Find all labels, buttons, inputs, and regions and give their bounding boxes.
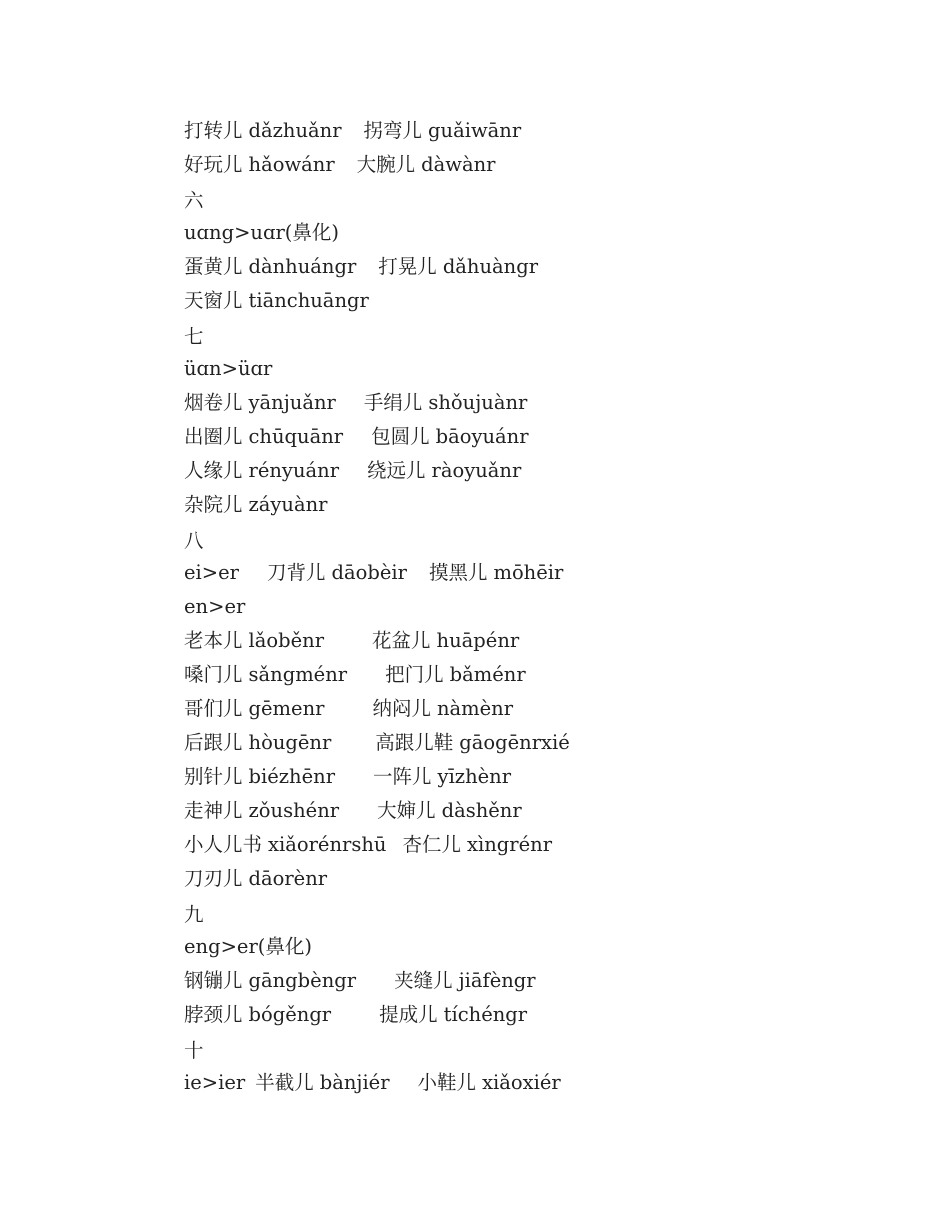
word-hanzi: 打晃儿	[378, 255, 437, 278]
word-hanzi: 手绢儿	[363, 391, 423, 414]
word-hanzi: 提成儿	[379, 1003, 438, 1026]
word-hanzi: 摸黑儿	[428, 561, 488, 584]
word-pinyin: dǎzhuǎnr	[248, 119, 342, 142]
word-line	[184, 964, 904, 998]
word-pinyin: yānjuǎnr	[248, 391, 336, 414]
word-line	[184, 250, 904, 284]
word-entry-a	[184, 454, 339, 488]
word-line	[184, 454, 904, 488]
word-pinyin: hǎowánr	[248, 153, 335, 176]
word-pinyin: bógěngr	[248, 1003, 332, 1026]
word-hanzi: 后跟儿	[184, 731, 243, 754]
word-hanzi: 嗓门儿	[184, 663, 243, 686]
word-line	[184, 624, 904, 658]
rule-line-with-entries	[184, 556, 904, 590]
rule-line-with-entries	[184, 1066, 904, 1100]
word-hanzi: 包圆儿	[371, 425, 430, 448]
word-pinyin: jiāfèngr	[458, 969, 536, 992]
word-pinyin: gēmenr	[248, 697, 325, 720]
word-hanzi: 好玩儿	[184, 153, 243, 176]
word-pinyin: tíchéngr	[443, 1003, 528, 1026]
word-hanzi: 打转儿	[184, 119, 243, 142]
word-hanzi: 钢镚儿	[184, 969, 243, 992]
word-line	[184, 828, 904, 862]
word-pinyin: bāoyuánr	[435, 425, 529, 448]
section-heading	[184, 321, 904, 352]
word-hanzi: 高跟儿鞋	[375, 731, 454, 754]
word-hanzi: 杂院儿	[184, 493, 243, 516]
word-entry-a	[184, 148, 335, 182]
word-pinyin: gāogēnrxié	[459, 731, 570, 754]
rule-line	[184, 930, 904, 964]
word-pinyin: dāobèir	[331, 561, 407, 584]
word-hanzi: 把门儿	[385, 663, 444, 686]
word-entry-a	[184, 624, 324, 658]
word-line	[184, 488, 904, 522]
word-pinyin: záyuànr	[248, 493, 328, 516]
word-entry-b	[364, 386, 528, 420]
word-hanzi: 绕远儿	[367, 459, 426, 482]
word-entry-b	[377, 794, 522, 828]
word-entry-b	[357, 148, 496, 182]
word-entry-b	[364, 114, 522, 148]
word-entry-a	[184, 828, 386, 862]
word-entry-a	[184, 862, 327, 896]
word-hanzi: 哥们儿	[184, 697, 243, 720]
word-pinyin: yīzhènr	[437, 765, 512, 788]
word-entry-a	[184, 760, 335, 794]
word-entry-b	[379, 998, 527, 1032]
word-entry-b	[372, 624, 519, 658]
word-pinyin: huāpénr	[436, 629, 520, 652]
word-hanzi: 半截儿	[255, 1071, 314, 1094]
word-pinyin: rényuánr	[248, 459, 340, 482]
word-hanzi: 烟卷儿	[184, 391, 243, 414]
rule-text: en>er	[184, 595, 246, 618]
word-line	[184, 284, 904, 318]
word-hanzi: 小鞋儿	[417, 1071, 477, 1094]
word-entry-b	[373, 760, 511, 794]
word-entry-a	[184, 114, 342, 148]
word-pinyin: dàwànr	[421, 153, 496, 176]
word-hanzi: 大婶儿	[377, 799, 436, 822]
word-pinyin: dǎhuàngr	[442, 255, 539, 278]
word-entry-a	[184, 420, 343, 454]
word-hanzi: 走神儿	[184, 799, 243, 822]
section-heading	[184, 525, 904, 556]
word-hanzi: 纳闷儿	[372, 697, 431, 720]
section-number: 十	[184, 1039, 204, 1062]
word-pinyin: nàmènr	[436, 697, 514, 720]
word-entry-a	[184, 488, 328, 522]
word-pinyin: biézhēnr	[248, 765, 336, 788]
word-line	[184, 760, 904, 794]
word-hanzi: 天窗儿	[184, 289, 243, 312]
word-pinyin: xiǎorénrshū	[268, 833, 387, 856]
word-line	[184, 420, 904, 454]
word-pinyin: lǎoběnr	[248, 629, 325, 652]
word-hanzi: 别针儿	[184, 765, 243, 788]
word-entry-a	[184, 284, 369, 318]
word-line	[184, 794, 904, 828]
word-hanzi: 出圈儿	[184, 425, 243, 448]
section-number: 七	[184, 325, 204, 348]
word-hanzi: 杏仁儿	[402, 833, 461, 856]
word-pinyin: xìngrénr	[467, 833, 553, 856]
section-heading	[184, 185, 904, 216]
word-pinyin: xiǎoxiér	[482, 1071, 561, 1094]
word-entry-a	[255, 1066, 389, 1100]
word-pinyin: dāorènr	[248, 867, 328, 890]
word-hanzi: 刀背儿	[266, 561, 326, 584]
word-entry-b	[418, 1066, 561, 1100]
rule-line	[184, 590, 904, 624]
word-pinyin: ràoyuǎnr	[431, 459, 522, 482]
word-entry-b	[375, 726, 570, 760]
word-hanzi: 花盆儿	[372, 629, 431, 652]
word-entry-b	[378, 250, 538, 284]
word-entry-b	[429, 556, 563, 590]
section-number: 六	[184, 189, 204, 212]
section-number: 九	[184, 903, 204, 926]
word-pinyin: zǒushénr	[248, 799, 340, 822]
rule-text: üɑn>üɑr	[184, 357, 273, 380]
word-entry-a	[184, 964, 356, 998]
word-pinyin: bànjiér	[319, 1071, 390, 1094]
rule-line	[184, 216, 904, 250]
word-line	[184, 114, 904, 148]
rule-line	[184, 352, 904, 386]
word-entry-a	[184, 250, 356, 284]
section-heading	[184, 899, 904, 930]
word-entry-b	[402, 828, 552, 862]
word-hanzi: 一阵儿	[373, 765, 432, 788]
word-hanzi: 大腕儿	[356, 153, 416, 176]
word-pinyin: gāngbèngr	[248, 969, 357, 992]
word-pinyin: chūquānr	[248, 425, 344, 448]
word-entry-b	[372, 692, 513, 726]
word-entry-a	[184, 794, 339, 828]
word-pinyin: dànhuángr	[248, 255, 357, 278]
word-line	[184, 148, 904, 182]
word-entry-b	[385, 658, 526, 692]
word-pinyin: guǎiwānr	[428, 119, 522, 142]
word-hanzi: 拐弯儿	[363, 119, 423, 142]
section-heading	[184, 1035, 904, 1066]
word-pinyin: bǎménr	[449, 663, 526, 686]
word-hanzi: 夹缝儿	[394, 969, 453, 992]
rule-text: ie>ier	[184, 1071, 246, 1094]
word-pinyin: sǎngménr	[248, 663, 348, 686]
word-entry-b	[371, 420, 528, 454]
word-entry-b	[394, 964, 536, 998]
word-line	[184, 658, 904, 692]
word-hanzi: 刀刃儿	[184, 867, 243, 890]
rule-text: ei>er	[184, 561, 239, 584]
rule-text: eng>er(鼻化)	[184, 935, 312, 958]
word-entry-a	[184, 692, 324, 726]
word-pinyin: mōhēir	[493, 561, 564, 584]
word-entry-a	[184, 726, 331, 760]
word-pinyin: shǒujuànr	[428, 391, 528, 414]
word-pinyin: dàshěnr	[441, 799, 522, 822]
word-entry-b	[367, 454, 521, 488]
word-hanzi: 老本儿	[184, 629, 243, 652]
word-hanzi: 小人儿书	[184, 833, 263, 856]
word-hanzi: 人缘儿	[184, 459, 243, 482]
document-page	[184, 114, 904, 1100]
rule-text: uɑng>uɑr(鼻化)	[184, 221, 340, 244]
word-line	[184, 862, 904, 896]
word-pinyin: tiānchuāngr	[248, 289, 369, 312]
word-entry-a	[184, 998, 331, 1032]
section-number: 八	[184, 529, 204, 552]
word-pinyin: hòugēnr	[248, 731, 332, 754]
word-line	[184, 726, 904, 760]
word-hanzi: 脖颈儿	[184, 1003, 243, 1026]
word-entry-a	[184, 386, 336, 420]
word-line	[184, 386, 904, 420]
word-line	[184, 998, 904, 1032]
word-entry-a	[267, 556, 407, 590]
word-hanzi: 蛋黄儿	[184, 255, 243, 278]
word-line	[184, 692, 904, 726]
word-entry-a	[184, 658, 347, 692]
